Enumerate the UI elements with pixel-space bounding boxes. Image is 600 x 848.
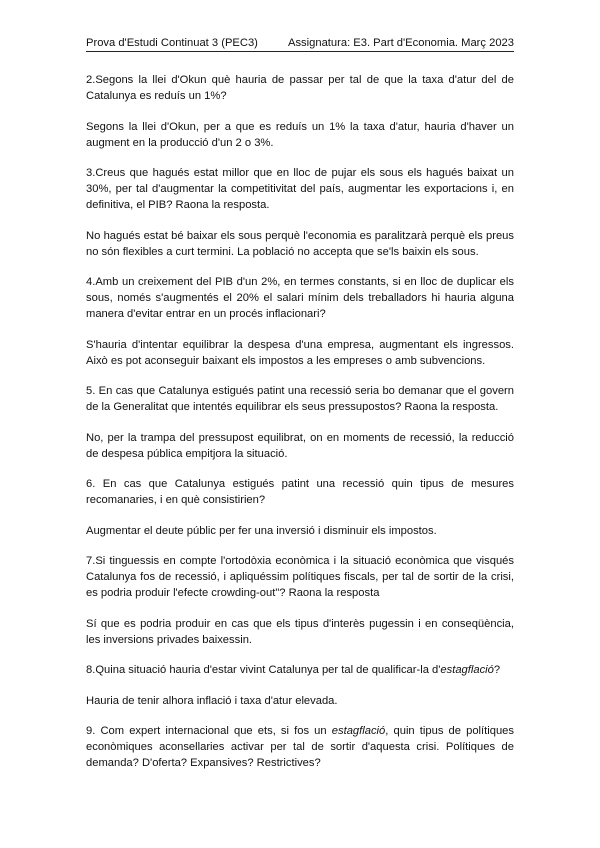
question-8-end: ?: [493, 664, 501, 676]
question-8-text: 8.Quina situació hauria d'estar vivint Catalunya per tal de qualificar-la d': [86, 664, 441, 676]
answer-4: S'hauria d'intentar equilibrar la despesa d'una empresa, augmentant els ingressos. Això es pot aconseguir baixant els impostos a les empreses o amb subvencions.: [86, 338, 514, 367]
question-9-term: estagflació: [331, 725, 386, 737]
question-8-term: estagflació: [440, 664, 494, 676]
question-7: 7.Si tinguessis en compte l'ortodòxia econòmica i la situació econòmica que visqués Catalunya fos de recessió, i apliquéssim polítiques fiscals, per tal de sortir de la crisi, es podria produir l'efecte crowding-out"? Raona la resposta: [86, 555, 514, 599]
question-6: 6. En cas que Catalunya estigués patint una recessió quin tipus de mesures recomanaries, i en què consistirien?: [86, 478, 514, 506]
question-9-start: 9. Com expert internacional que ets, si fos un: [86, 725, 332, 737]
question-9-end: , quin tipus de polítiques econòmiques aconsellaries activar per tal de sortir d'aquesta crisi. Polítiques de demanda? D'oferta? Expansives? Restrictives?: [86, 725, 514, 769]
question-5: 5. En cas que Catalunya estigués patint una recessió seria bo demanar que el govern de la Generalitat que intentés equilibrar els seus pressupostos? Raona la resposta.: [86, 385, 514, 413]
header-subject: Assignatura: E3. Part d'Economia. Març 2023: [287, 37, 514, 49]
answer-8: Hauria de tenir alhora inflació i taxa d'atur elevada.: [86, 694, 338, 707]
answer-3: No hagués estat bé baixar els sous perquè l'economia es paralitzarà perquè els preus no són flexibles a curt termini. La població no accepta que se'ls baixin els sous.: [86, 229, 514, 258]
question-4: 4.Amb un creixement del PIB d'un 2%, en termes constants, si en lloc de duplicar els sous, només s'augmentés el 20% el salari mínim dels treballadors hi hauria alguna manera d'evitar entrar en un procés inflacionari?: [86, 276, 514, 320]
answer-6: Augmentar el deute públic per fer una inversió i disminuir els impostos.: [86, 524, 437, 537]
header-course: Prova d'Estudi Continuat 3 (PEC3): [86, 37, 258, 49]
page-content: [86, 72, 514, 786]
question-9: [86, 723, 514, 771]
answer-2: Segons la llei d'Okun, per a que es reduís un 1% la taxa d'atur, hauria d'haver un augment en la producció d'un 2 o 3%.: [86, 120, 514, 149]
question-2: 2.Segons la llei d'Okun què hauria de passar per tal de que la taxa d'atur del de Catalunya es reduís un 1%?: [86, 74, 514, 102]
question-8: [86, 662, 514, 678]
page-header: [86, 36, 514, 52]
answer-7: Sí que es podria produir en cas que els tipus d'interès pugessin i en conseqüència, les inversions privades baixessin.: [86, 617, 514, 646]
answer-5: No, per la trampa del pressupost equilibrat, on en moments de recessió, la reducció de despesa pública empitjora la situació.: [86, 431, 514, 460]
question-3: 3.Creus que hagués estat millor que en lloc de pujar els sous els hagués baixat un 30%, per tal d'augmentar la competitivitat del país, augmentar les exportacions i, en definitiva, el PIB? Raona la resposta.: [86, 167, 514, 211]
